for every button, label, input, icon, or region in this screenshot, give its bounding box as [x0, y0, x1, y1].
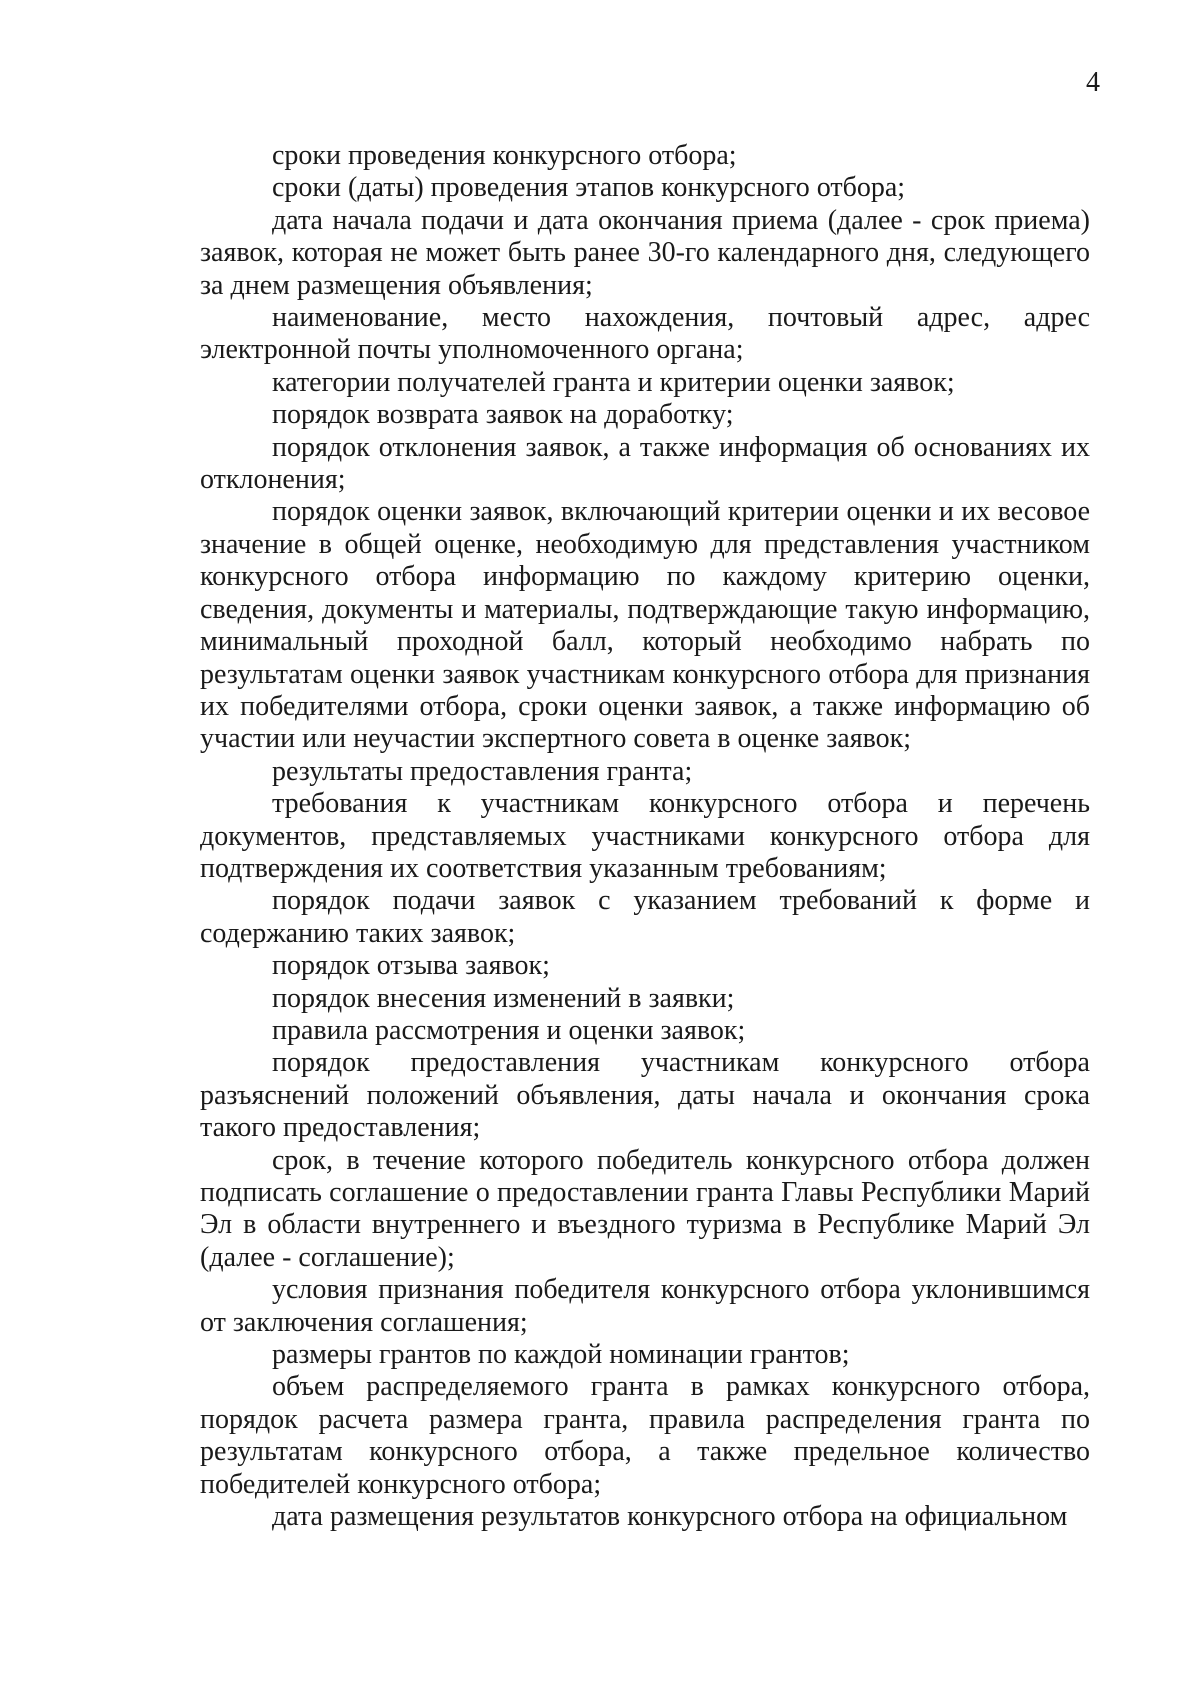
paragraph: размеры грантов по каждой номинации грантов;	[272, 1339, 850, 1371]
paragraph: наименование, место нахождения, почтовый адрес, адрес электронной почты уполномоченного органа;	[200, 302, 1090, 366]
paragraph: условия признания победителя конкурсного отбора уклонившимся от заключения соглашения;	[200, 1274, 1090, 1338]
paragraph: сроки (даты) проведения этапов конкурсного отбора;	[272, 172, 906, 204]
paragraph: порядок возврата заявок на доработку;	[272, 399, 734, 431]
paragraph: порядок отклонения заявок, а также информация об основаниях их отклонения;	[200, 431, 1090, 496]
paragraph: срок, в течение которого победитель конкурсного отбора должен подписать соглашение о предоставлении гранта Главы Республики Марий Эл в области внутреннего и въездного туризма в Республике Марий Эл (далее - соглашение);	[200, 1144, 1090, 1273]
paragraph: дата начала подачи и дата окончания приема (далее - срок приема) заявок, которая не может быть ранее 30-го календарного дня, следующего за днем размещения объявления;	[200, 204, 1090, 301]
paragraph: порядок предоставления участникам конкурсного отбора разъяснений положений объявления, даты начала и окончания срока такого предоставления;	[200, 1047, 1090, 1144]
paragraph: порядок подачи заявок с указанием требований к форме и содержанию таких заявок;	[200, 885, 1090, 949]
paragraph: дата размещения результатов конкурсного отбора на официальном	[272, 1501, 1068, 1533]
paragraph: требования к участникам конкурсного отбора и перечень документов, представляемых участниками конкурсного отбора для подтверждения их соответствия указанным требованиям;	[200, 788, 1090, 884]
document-body	[200, 140, 1090, 1533]
paragraph: результаты предоставления гранта;	[272, 755, 693, 787]
paragraph: категории получателей гранта и критерии оценки заявок;	[272, 366, 955, 398]
paragraph: сроки проведения конкурсного отбора;	[272, 140, 737, 171]
paragraph: объем распределяемого гранта в рамках конкурсного отбора, порядок расчета размера гранта, правила распределения гранта по результатам конкурсного отбора, а также предельное количество победителей конкурсного отбора;	[200, 1371, 1090, 1500]
paragraph: правила рассмотрения и оценки заявок;	[272, 1014, 746, 1046]
page-number: 4	[1086, 67, 1100, 98]
paragraph: порядок оценки заявок, включающий критерии оценки и их весовое значение в общей оценке, необходимую для представления участником конкурсного отбора информацию по каждому критерию оценки, сведения, документы и материалы, подтверждающие такую информацию, минимальный проходной балл, который необходимо набрать по результатам оценки заявок участникам конкурсного отбора для признания их победителями отбора, сроки оценки заявок, а также информацию об участии или неучастии экспертного совета в оценке заявок;	[200, 496, 1090, 755]
paragraph: порядок отзыва заявок;	[272, 950, 550, 982]
paragraph: порядок внесения изменений в заявки;	[272, 982, 735, 1014]
